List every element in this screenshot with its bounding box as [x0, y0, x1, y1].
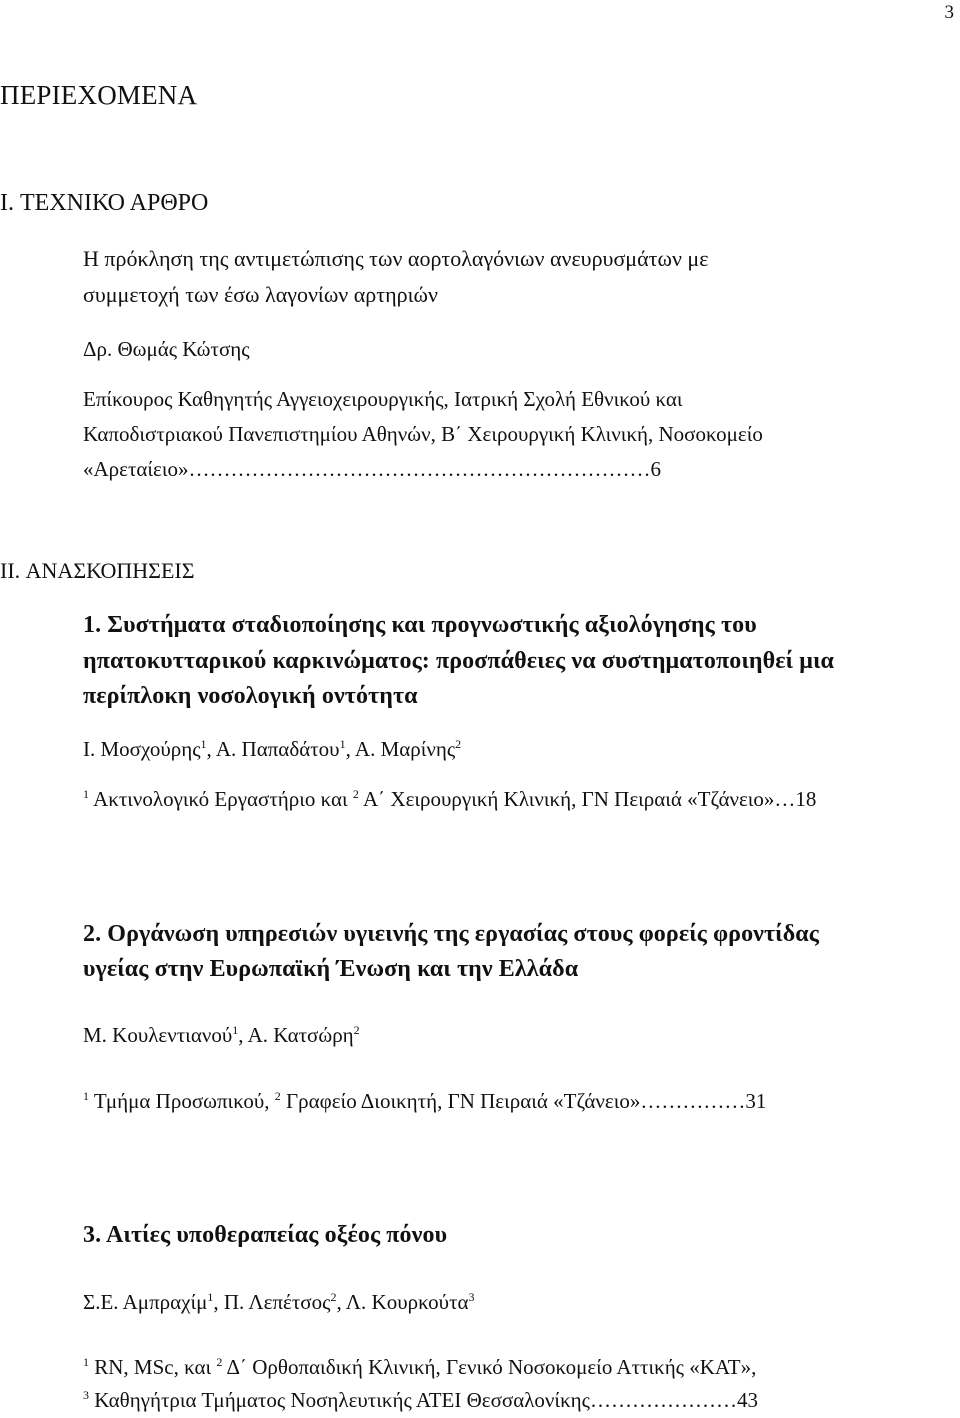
author-name: Α. Κατσώρη	[247, 1023, 354, 1047]
article-authors: Δρ. Θωμάς Κώτσης	[83, 337, 250, 361]
affiliation-superscript: 2	[216, 1355, 223, 1369]
author-superscript: 3	[468, 1290, 475, 1304]
contents-title: ΠΕΡΙΕΧΟΜΕΝΑ	[0, 80, 198, 110]
author-separator: ,	[345, 737, 355, 761]
author-separator: ,	[238, 1023, 248, 1047]
article-title-line: συμμετοχή των έσω λαγονίων αρτηριών	[83, 282, 438, 307]
author-superscript: 2	[330, 1290, 337, 1304]
author-name: Π. Λεπέτσος	[223, 1290, 331, 1314]
author-superscript: 1	[339, 737, 346, 751]
author-superscript: 1	[232, 1023, 239, 1037]
author-name: Α. Παπαδάτου	[215, 737, 340, 761]
affiliation-superscript: 1	[83, 1355, 89, 1369]
affiliation-superscript: 1	[83, 787, 89, 801]
author-superscript: 1	[200, 737, 207, 751]
affiliation-text: Γραφείο Διοικητή, ΓΝ Πειραιά «Τζάνειο»……………31	[280, 1089, 767, 1113]
author-separator: ,	[336, 1290, 346, 1314]
page-number: 3	[944, 2, 954, 23]
review-affiliation	[83, 1388, 758, 1413]
review-authors	[83, 1290, 475, 1315]
affiliation-text: Δ΄ Ορθοπαιδική Κλινική, Γενικό Νοσοκομείο Αττικής «ΚΑΤ»,	[222, 1355, 757, 1379]
article-affiliation-line: Επίκουρος Καθηγητής Αγγειοχειρουργικής, Ιατρική Σχολή Εθνικού και	[83, 387, 683, 411]
affiliation-text: Α΄ Χειρουργική Κλινική, ΓΝ Πειραιά «Τζάνειο»…18	[358, 787, 817, 811]
article-affiliation-line: «Αρεταίειο»…………………………………………………………6	[83, 457, 662, 481]
author-superscript: 1	[207, 1290, 214, 1304]
review-affiliation	[83, 1355, 756, 1380]
review-affiliation	[83, 1089, 766, 1114]
section-heading-reviews: II. ΑΝΑΣΚΟΠΗΣΕΙΣ	[0, 558, 195, 583]
affiliation-text: Καθηγήτρια Τμήματος Νοσηλευτικής ΑΤΕΙ Θεσσαλονίκης…………………43	[89, 1388, 758, 1412]
review-title-line: υγείας στην Ευρωπαϊκή Ένωση και την Ελλάδα	[83, 956, 579, 982]
affiliation-text: RN, MSc, και	[89, 1355, 217, 1379]
article-title-line: Η πρόκληση της αντιμετώπισης των αορτολαγόνιων ανευρυσμάτων με	[83, 246, 709, 271]
review-affiliation	[83, 787, 816, 812]
author-name: Ι. Μοσχούρης	[83, 737, 201, 761]
author-separator: ,	[213, 1290, 224, 1314]
affiliation-superscript: 1	[83, 1089, 89, 1103]
affiliation-text: Τμήμα Προσωπικού,	[89, 1089, 275, 1113]
author-name: Α. Μαρίνης	[354, 737, 456, 761]
section-heading-technical-article: I. ΤΕΧΝΙΚΟ ΑΡΘΡΟ	[0, 190, 209, 216]
review-title-line: ηπατοκυτταρικού καρκινώματος: προσπάθειες να συστηματοποιηθεί μια	[83, 648, 835, 674]
author-separator: ,	[206, 737, 216, 761]
affiliation-superscript: 2	[352, 787, 359, 801]
review-title-line: 1. Συστήματα σταδιοποίησης και προγνωστικής αξιολόγησης του	[83, 612, 757, 638]
review-title-line: 3. Αιτίες υποθεραπείας οξέος πόνου	[83, 1222, 448, 1248]
review-authors	[83, 737, 461, 762]
affiliation-text: Ακτινολογικό Εργαστήριο και	[89, 787, 353, 811]
author-name: Μ. Κουλεντιανού	[83, 1023, 233, 1047]
affiliation-superscript: 3	[83, 1388, 89, 1402]
author-name: Λ. Κουρκούτα	[345, 1290, 469, 1314]
author-name: Σ.Ε. Αμπραχίμ	[83, 1290, 208, 1314]
review-title-line: 2. Οργάνωση υπηρεσιών υγιεινής της εργασίας στους φορείς φροντίδας	[83, 921, 819, 947]
author-superscript: 2	[353, 1023, 360, 1037]
author-superscript: 2	[455, 737, 462, 751]
article-affiliation-line: Καποδιστριακού Πανεπιστημίου Αθηνών, Β΄ Χειρουργική Κλινική, Νοσοκομείο	[83, 422, 763, 446]
review-authors	[83, 1023, 360, 1048]
review-title-line: περίπλοκη νοσολογική οντότητα	[83, 683, 418, 709]
affiliation-superscript: 2	[274, 1089, 281, 1103]
